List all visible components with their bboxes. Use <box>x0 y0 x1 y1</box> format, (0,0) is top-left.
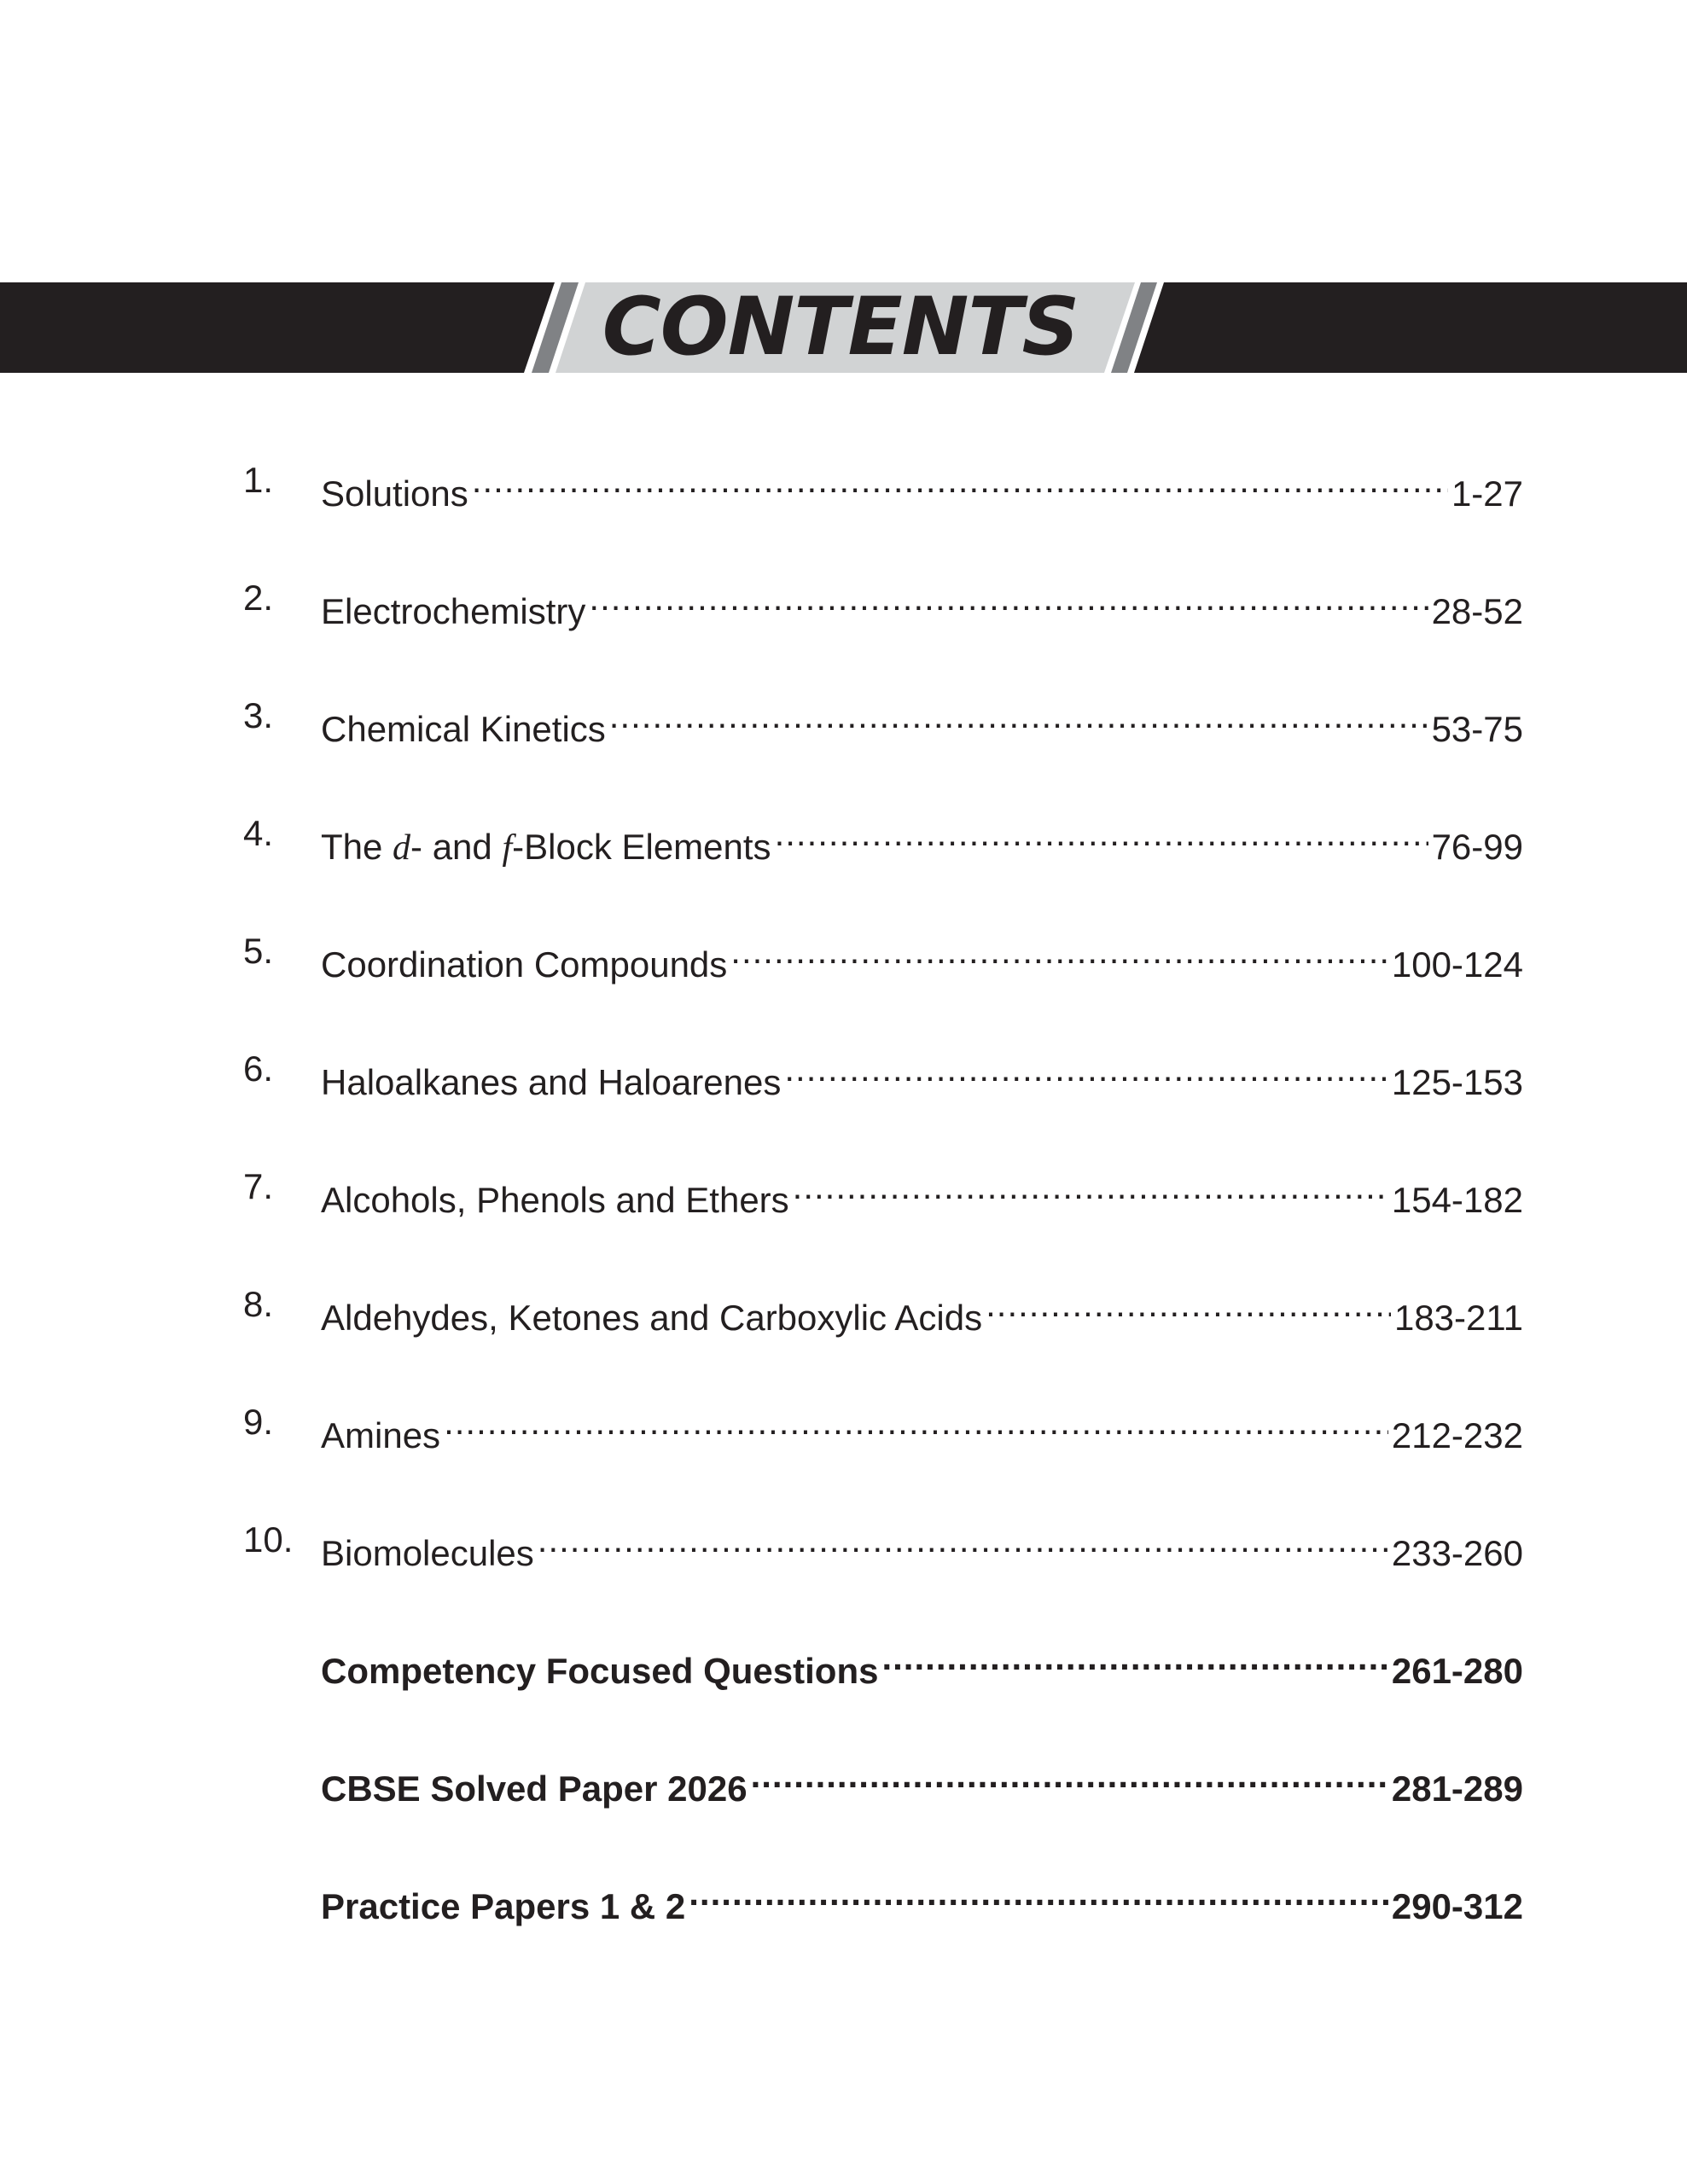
toc-title: Alcohols, Phenols and Ethers <box>321 1180 789 1220</box>
toc-number: 3. <box>243 695 274 735</box>
toc-number: 9. <box>243 1402 274 1442</box>
toc-title: Haloalkanes and Haloarenes <box>321 1062 782 1102</box>
toc-row[interactable] <box>243 1161 1523 1220</box>
toc-row[interactable] <box>243 1397 1523 1455</box>
toc-page-range: 125-153 <box>1391 1062 1523 1102</box>
dot-leader <box>472 455 1448 506</box>
dot-leader <box>793 1161 1388 1212</box>
toc-title: Biomolecules <box>321 1533 534 1573</box>
dot-leader <box>689 1867 1388 1919</box>
toc-page-range: 28-52 <box>1431 591 1523 631</box>
banner-right-bar <box>1134 282 1687 373</box>
dot-leader <box>589 572 1428 624</box>
dot-leader <box>730 926 1388 977</box>
toc-row[interactable] <box>243 1514 1523 1573</box>
toc-title: Chemical Kinetics <box>321 709 606 749</box>
dot-leader <box>784 1043 1388 1095</box>
dot-leader <box>444 1397 1388 1448</box>
dot-leader <box>751 1750 1388 1801</box>
toc-number: 10. <box>243 1519 294 1560</box>
toc-number: 1. <box>243 460 274 500</box>
toc-title: Solutions <box>321 473 468 514</box>
toc-row[interactable] <box>243 808 1523 868</box>
toc-page-range: 154-182 <box>1391 1180 1523 1220</box>
toc-row[interactable] <box>243 1632 1523 1691</box>
dot-leader <box>538 1514 1388 1565</box>
toc-number: 7. <box>243 1166 274 1206</box>
toc-title: CBSE Solved Paper 2026 <box>321 1769 748 1809</box>
toc-row[interactable] <box>243 1279 1523 1338</box>
toc-page-range: 1-27 <box>1451 473 1523 514</box>
dot-leader <box>609 690 1428 741</box>
toc-title: Practice Papers 1 & 2 <box>321 1886 686 1926</box>
toc-page-range: 233-260 <box>1391 1533 1523 1573</box>
toc-page-range: 261-280 <box>1391 1651 1523 1691</box>
toc-page-range: 183-211 <box>1393 1298 1523 1338</box>
toc-row[interactable] <box>243 1750 1523 1809</box>
toc-row[interactable] <box>243 1043 1523 1102</box>
toc-page-range: 281-289 <box>1391 1769 1523 1809</box>
toc-row[interactable] <box>243 455 1523 514</box>
toc-title: Amines <box>321 1415 441 1455</box>
toc-page-range: 76-99 <box>1431 827 1523 867</box>
toc-row[interactable] <box>243 926 1523 985</box>
toc-title: Coordination Compounds <box>321 944 728 985</box>
toc-number: 8. <box>243 1284 274 1324</box>
toc-row[interactable] <box>243 572 1523 631</box>
dot-leader <box>775 808 1428 859</box>
toc-title: Aldehydes, Ketones and Carboxylic Acids <box>321 1298 983 1338</box>
toc-page-range: 53-75 <box>1431 709 1523 749</box>
toc-row[interactable] <box>243 690 1523 749</box>
toc-title: Electrochemistry <box>321 591 586 631</box>
dot-leader <box>881 1632 1387 1683</box>
toc-number: 5. <box>243 931 274 971</box>
toc-number: 6. <box>243 1048 274 1089</box>
toc-number: 4. <box>243 813 274 853</box>
dot-leader <box>986 1279 1391 1330</box>
toc-page-range: 212-232 <box>1391 1415 1523 1455</box>
toc-page-range: 290-312 <box>1391 1886 1523 1926</box>
toc-row[interactable] <box>243 1867 1523 1926</box>
toc-title: The d- and f-Block Elements <box>321 827 771 868</box>
toc-page-range: 100-124 <box>1391 944 1523 985</box>
page-title: CONTENTS <box>602 281 1079 374</box>
banner-left-bar <box>0 282 555 373</box>
toc-title: Competency Focused Questions <box>321 1651 879 1691</box>
toc-number: 2. <box>243 578 274 618</box>
